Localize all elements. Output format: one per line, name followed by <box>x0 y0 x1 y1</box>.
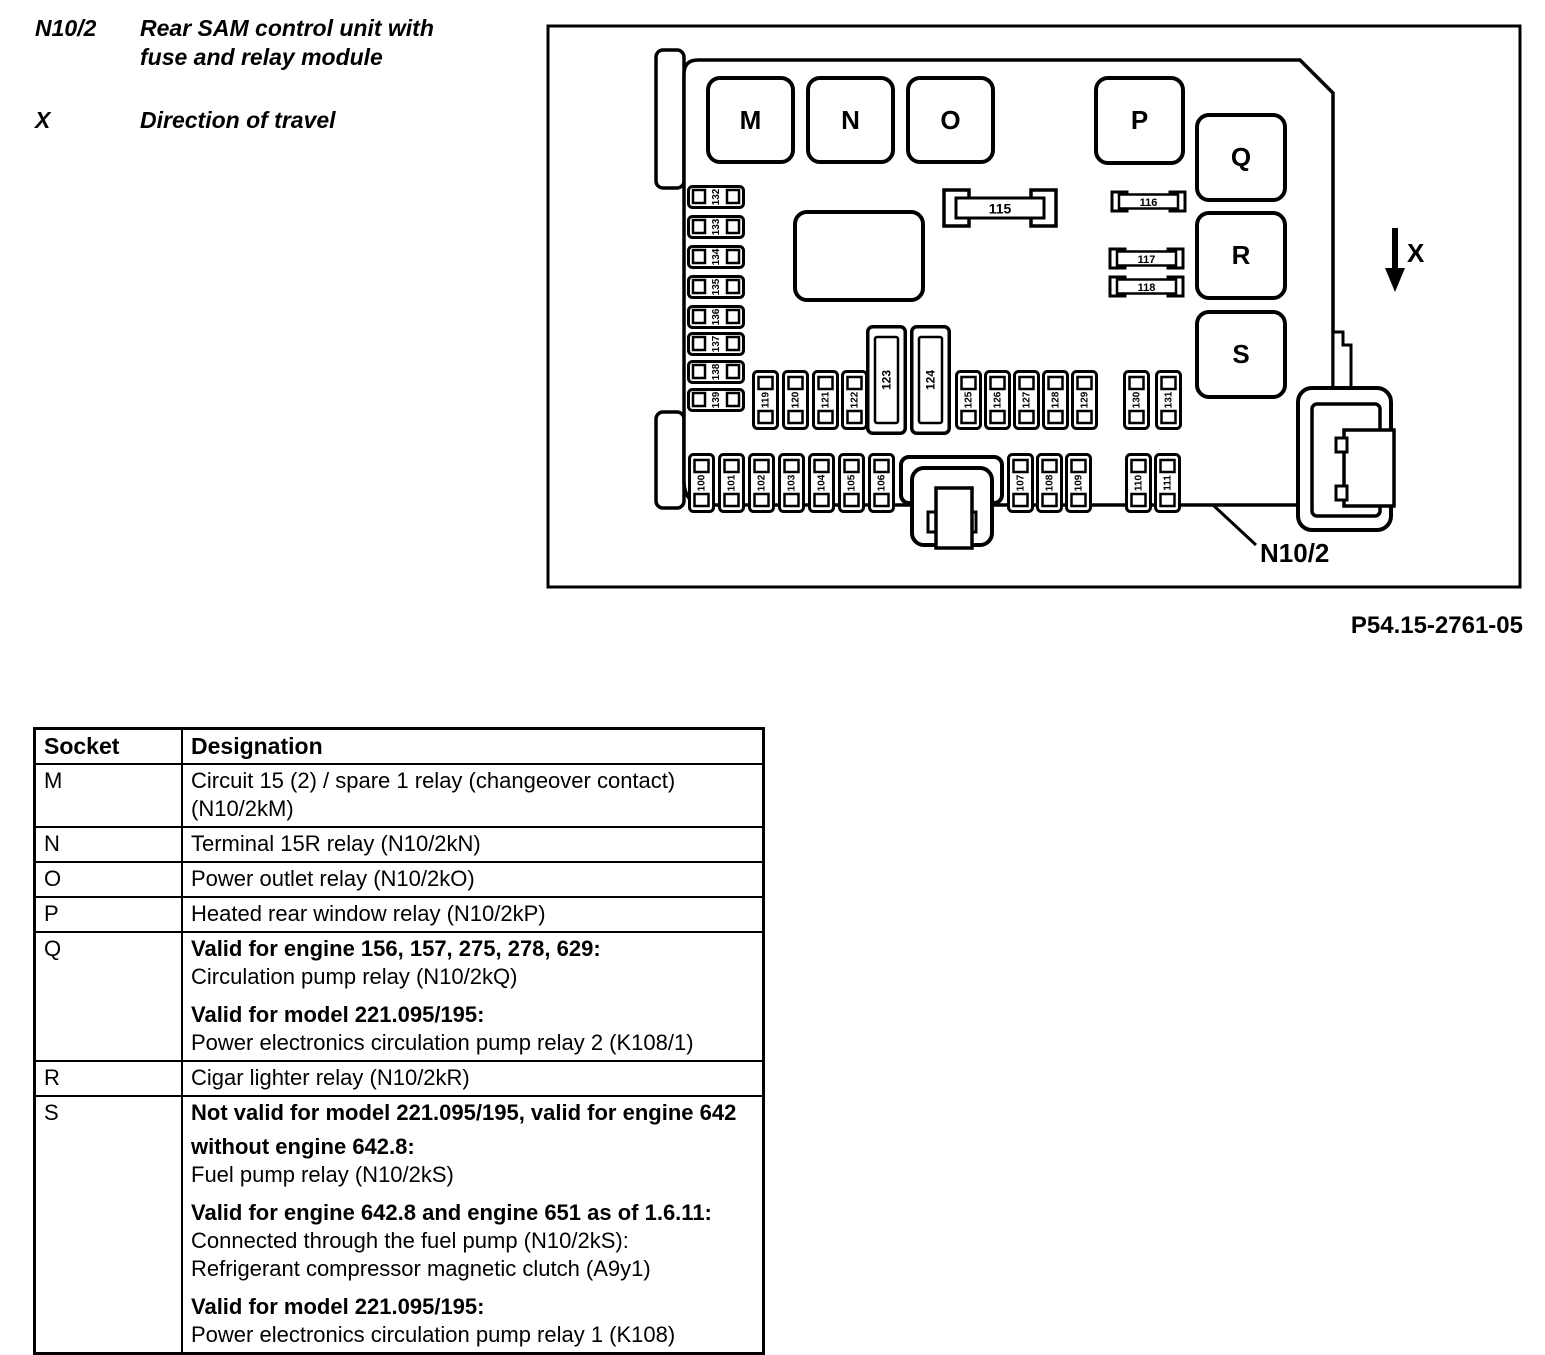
socket-label: N <box>841 105 860 135</box>
direction-label: X <box>1407 238 1425 268</box>
designation-line: Not valid for model 221.095/195, valid for engine 642 <box>191 1100 737 1125</box>
legend-desc: Rear SAM control unit with fuse and relay module <box>140 15 434 70</box>
designation-line: Cigar lighter relay (N10/2kR) <box>191 1065 470 1090</box>
fuse-number: 131 <box>1163 391 1175 409</box>
designation-line: Valid for engine 156, 157, 275, 278, 629: <box>191 936 601 961</box>
designation-line: Connected through the fuel pump (N10/2kS): <box>191 1228 629 1253</box>
fuse <box>689 217 744 238</box>
fuse <box>754 372 778 429</box>
fuse-number: 125 <box>963 391 975 409</box>
fuse-number: 110 <box>1133 474 1145 492</box>
fuse-number: 100 <box>696 474 708 492</box>
fuse <box>784 372 808 429</box>
designation-line: Fuel pump relay (N10/2kS) <box>191 1162 454 1187</box>
blank-component-box <box>795 212 923 300</box>
socket-table-body <box>35 764 764 1354</box>
module-label: N10/2 <box>1260 538 1330 568</box>
fuse-number: 108 <box>1044 474 1056 492</box>
fuse <box>870 455 894 512</box>
fuse <box>750 455 774 512</box>
fuse-number: 139 <box>711 391 722 409</box>
fuse-number: 121 <box>820 391 832 409</box>
designation-line: Circuit 15 (2) / spare 1 relay (changeover contact) <box>191 768 676 793</box>
legend-item <box>35 14 480 72</box>
fuse <box>1157 372 1181 429</box>
fuse-number: 109 <box>1073 474 1085 492</box>
designation-cell <box>182 1096 764 1354</box>
legend <box>35 14 480 135</box>
fuse-number: 119 <box>760 391 772 409</box>
table-row <box>35 897 764 932</box>
fuse-number: 129 <box>1079 391 1091 409</box>
socket-cell: N <box>35 827 183 862</box>
socket-cell: P <box>35 897 183 932</box>
fusebox-diagram <box>546 24 1523 590</box>
relay-socket-N <box>808 78 893 162</box>
legend-key: N10/2 <box>35 15 97 41</box>
fuse <box>1044 372 1068 429</box>
fuse-number: 128 <box>1050 391 1062 409</box>
drawing-reference-number: P54.15-2761-05 <box>1350 612 1523 639</box>
fuse <box>1038 455 1062 512</box>
fuse-118 <box>1110 277 1183 296</box>
fuse-number: 127 <box>1021 391 1033 409</box>
legend-item <box>35 106 480 135</box>
designation-line: Valid for model 221.095/195: <box>191 1002 485 1027</box>
designation-line: Heated rear window relay (N10/2kP) <box>191 901 546 926</box>
fuse <box>689 390 744 411</box>
relay-socket-M <box>708 78 793 162</box>
designation-cell <box>182 764 764 827</box>
header-socket: Socket <box>35 729 183 765</box>
fuse-number: 115 <box>988 200 1012 217</box>
designation-cell <box>182 862 764 897</box>
fuse-number: 138 <box>711 363 722 381</box>
table-row <box>35 862 764 897</box>
right-connector <box>1298 388 1394 530</box>
fuse-number: 126 <box>992 391 1004 409</box>
designation-line: Terminal 15R relay (N10/2kN) <box>191 831 481 856</box>
relay-socket-Q <box>1197 115 1285 200</box>
header-designation: Designation <box>182 729 764 765</box>
fuse-number: 132 <box>711 188 722 206</box>
fuse <box>1067 455 1091 512</box>
fuse-number: 137 <box>711 335 722 353</box>
socket-label: P <box>1130 105 1149 135</box>
fuse <box>1156 455 1180 512</box>
fuse <box>843 372 867 429</box>
fuse <box>1125 372 1149 429</box>
designation-line: Valid for engine 642.8 and engine 651 as of 1.6.11: <box>191 1200 712 1225</box>
socket-cell: O <box>35 862 183 897</box>
fuse-number: 104 <box>816 474 828 492</box>
fuse-number: 105 <box>846 474 858 492</box>
fuse-123 <box>868 327 906 434</box>
module-tab-bottom-left <box>656 412 684 508</box>
table-row <box>35 764 764 827</box>
fuse <box>1127 455 1151 512</box>
fuse-number: 107 <box>1015 474 1027 492</box>
table-row <box>35 1096 764 1354</box>
fuse-number: 102 <box>756 474 768 492</box>
fuse <box>689 247 744 268</box>
socket-table <box>33 727 765 1355</box>
fuse <box>689 362 744 383</box>
fuse <box>1009 455 1033 512</box>
fuse <box>810 455 834 512</box>
fuse-117 <box>1110 249 1183 268</box>
socket-label: R <box>1231 240 1251 270</box>
socket-label: O <box>940 105 961 135</box>
legend-key: X <box>35 107 51 133</box>
designation-line: Valid for model 221.095/195: <box>191 1294 485 1319</box>
designation-line: (N10/2kM) <box>191 796 294 821</box>
designation-cell <box>182 932 764 1061</box>
socket-cell: S <box>35 1096 183 1354</box>
fuse <box>986 372 1010 429</box>
relay-socket-P <box>1096 78 1183 163</box>
fuse-number: 130 <box>1131 391 1143 409</box>
fuse <box>690 455 714 512</box>
fuse <box>1015 372 1039 429</box>
socket-label: M <box>739 105 762 135</box>
fuse <box>689 307 744 328</box>
fuse-number: 134 <box>711 248 722 266</box>
fuse-number: 116 <box>1139 197 1158 209</box>
fuse-number: 135 <box>711 278 722 296</box>
fuse-number: 117 <box>1137 254 1156 266</box>
table-row <box>35 1061 764 1096</box>
module-tab-top-left <box>656 50 684 188</box>
socket-label: S <box>1232 339 1250 369</box>
fuse-116 <box>1112 192 1185 211</box>
fuse <box>689 187 744 208</box>
designation-cell <box>182 897 764 932</box>
fuse-number: 133 <box>711 218 722 236</box>
fuse <box>720 455 744 512</box>
relay-socket-O <box>908 78 993 162</box>
relay-socket-S <box>1197 312 1285 397</box>
fuse-number: 106 <box>876 474 888 492</box>
fuse-number: 136 <box>711 308 722 326</box>
bottom-connector <box>898 457 1005 548</box>
fuse-number: 111 <box>1162 475 1174 491</box>
designation-line: without engine 642.8: <box>191 1134 415 1159</box>
designation-line: Refrigerant compressor magnetic clutch (A9y1) <box>191 1256 651 1281</box>
designation-line: Circulation pump relay (N10/2kQ) <box>191 964 518 989</box>
table-row <box>35 827 764 862</box>
fuse <box>957 372 981 429</box>
designation-cell <box>182 1061 764 1096</box>
fuse <box>840 455 864 512</box>
socket-cell: Q <box>35 932 183 1061</box>
fuse-number: 124 <box>923 369 938 391</box>
fuse <box>689 277 744 298</box>
socket-cell: M <box>35 764 183 827</box>
fuse-number: 122 <box>849 391 861 409</box>
fuse-124 <box>912 327 950 434</box>
fuse <box>689 334 744 355</box>
fuse-number: 123 <box>879 369 894 391</box>
fuse <box>814 372 838 429</box>
relay-socket-R <box>1197 213 1285 298</box>
legend-desc: Direction of travel <box>140 107 336 133</box>
socket-cell: R <box>35 1061 183 1096</box>
fuse-number: 101 <box>726 474 738 492</box>
socket-label: Q <box>1230 142 1252 172</box>
fuse-number: 103 <box>786 474 798 492</box>
table-row <box>35 932 764 1061</box>
fuse-number: 118 <box>1137 282 1156 294</box>
table-header-row <box>35 729 764 765</box>
fuse <box>780 455 804 512</box>
designation-line: Power outlet relay (N10/2kO) <box>191 866 475 891</box>
fuse <box>1073 372 1097 429</box>
designation-line: Power electronics circulation pump relay 1 (K108) <box>191 1322 676 1347</box>
designation-line: Power electronics circulation pump relay 2 (K108/1) <box>191 1030 694 1055</box>
designation-cell <box>182 827 764 862</box>
fuse-number: 120 <box>790 391 802 409</box>
